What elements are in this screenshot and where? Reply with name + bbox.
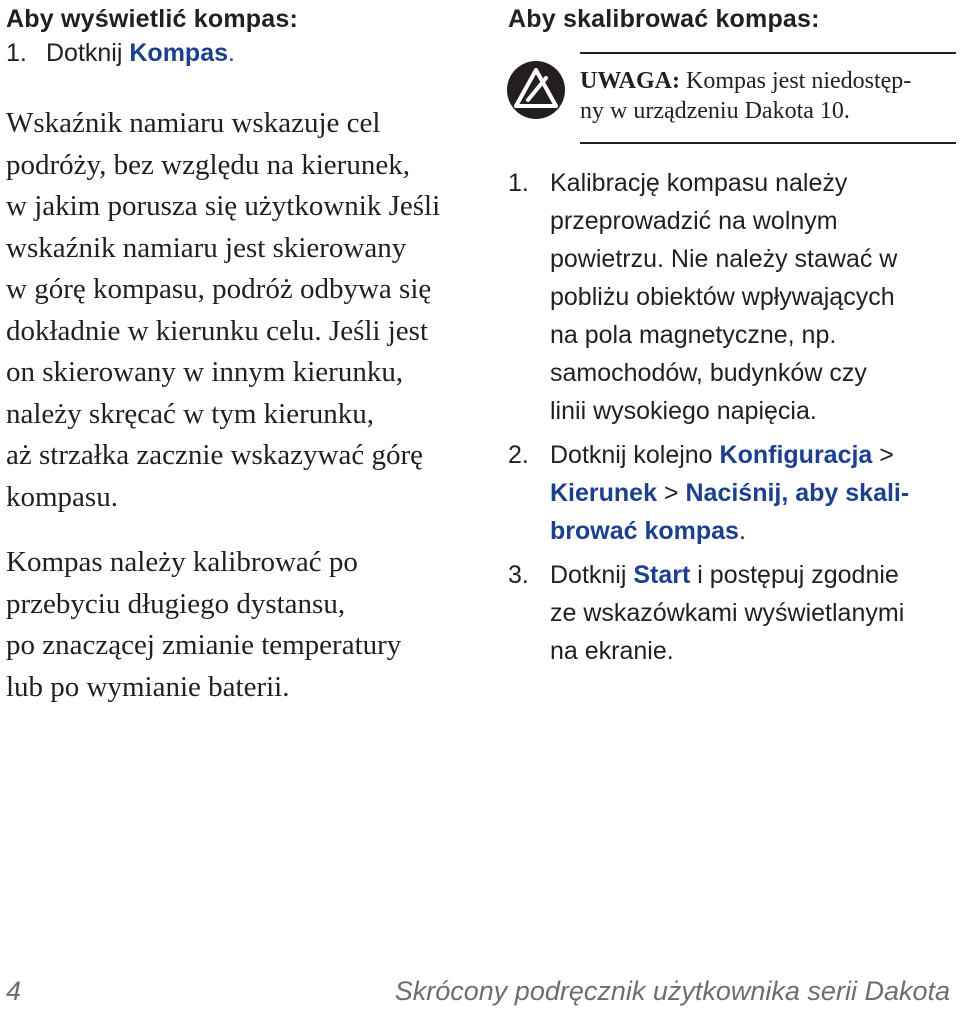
calibration-steps [508, 164, 960, 670]
manual-title: Skrócony podręcznik użytkownika serii Dakota [394, 976, 950, 1006]
step-text-post: i postępuj zgodnie [690, 561, 899, 589]
paragraph-line: Kompas należy kalibrować po [6, 546, 358, 578]
step-line [550, 474, 909, 512]
step-number: 3. [508, 561, 529, 589]
menu-separator: > [656, 479, 686, 507]
page-number: 4 [6, 976, 22, 1006]
step-number: 1. [6, 39, 27, 67]
right-column [508, 0, 960, 670]
note-warning-icon [506, 60, 566, 120]
paragraph-line: przebyciu długiego dystansu, [6, 587, 346, 620]
step-text-post: . [228, 39, 235, 67]
paragraph-line: podróży, bez względu na kierunek, [6, 148, 410, 181]
paragraph-line: w jakim porusza się użytkownik Jeśli [6, 190, 441, 222]
note-box [580, 52, 956, 144]
paragraph-line: dokładnie w kierunku celu. Jeśli jest [6, 314, 429, 347]
paragraph-line: lub po wymianie baterii. [6, 670, 290, 703]
paragraph-line: należy skręcać w tym kierunku, [6, 397, 374, 430]
step-text [550, 436, 909, 550]
menu-link-kompas: Kompas [129, 39, 229, 67]
paragraph-line: Wskaźnik namiaru wskazuje cel [6, 107, 381, 139]
step-line: na pola magnetyczne, np. [550, 321, 837, 349]
paragraph-line: po znaczącej zmianie temperatury [6, 629, 402, 661]
note-line1: Kompas jest niedostęp- [680, 68, 912, 94]
step-line: linii wysokiego napięcia. [550, 397, 817, 425]
step-text-post: . [738, 517, 746, 545]
step-text [550, 164, 897, 430]
step-line: samochodów, budynków czy [550, 359, 867, 387]
step-1-calibrate-outdoors [508, 164, 960, 430]
step-number: 1. [508, 169, 529, 197]
step-number: 2. [508, 441, 529, 469]
paragraph-line: on skierowany w innym kierunku, [6, 356, 404, 388]
step-line: na ekranie. [550, 637, 674, 665]
paragraph-line: aż strzałka zacznie wskazywać górę [6, 439, 424, 471]
paragraph-line: wskaźnik namiaru jest skierowany [6, 231, 407, 264]
step-text-pre: Dotknij kolejno [550, 441, 720, 469]
section-heading-calibrate-compass: Aby skalibrować kompas: [508, 5, 820, 33]
menu-link-calibrate-part1: Naciśnij, aby skali- [685, 479, 910, 507]
note-line2: ny w urządzeniu Dakota 10. [580, 98, 850, 124]
menu-link-kierunek: Kierunek [550, 479, 657, 507]
note-text [580, 54, 956, 126]
step-line [550, 436, 909, 474]
paragraph-line: kompasu. [6, 480, 118, 513]
step-text [550, 556, 904, 670]
step-text-pre: Dotknij [550, 561, 634, 589]
note-label: UWAGA: [580, 68, 680, 94]
step-line: przeprowadzić na wolnym [550, 207, 838, 235]
step-text-pre: Dotknij [46, 39, 130, 67]
left-column [6, 0, 486, 708]
step-line: ze wskazówkami wyświetlanymi [550, 599, 905, 627]
step-3-start [508, 556, 960, 670]
step-2-open-settings [508, 436, 960, 550]
menu-link-start: Start [633, 561, 691, 589]
step-1-open-compass [6, 34, 486, 72]
step-line: powietrzu. Nie należy stawać w [550, 245, 898, 273]
step-line [550, 556, 904, 594]
step-line: Kalibrację kompasu należy [550, 169, 848, 197]
step-text [46, 34, 235, 72]
menu-link-calibrate-part2: brować kompas [550, 517, 739, 545]
calibration-advice-paragraph [6, 542, 486, 708]
menu-link-konfiguracja: Konfiguracja [719, 441, 873, 469]
paragraph-line: w górę kompasu, podróż odbywa się [6, 273, 432, 305]
section-heading-view-compass: Aby wyświetlić kompas: [6, 5, 298, 33]
menu-separator: > [872, 441, 894, 469]
step-line [550, 512, 909, 550]
bearing-pointer-paragraph [6, 103, 486, 518]
step-line: pobliżu obiektów wpływających [550, 283, 895, 311]
